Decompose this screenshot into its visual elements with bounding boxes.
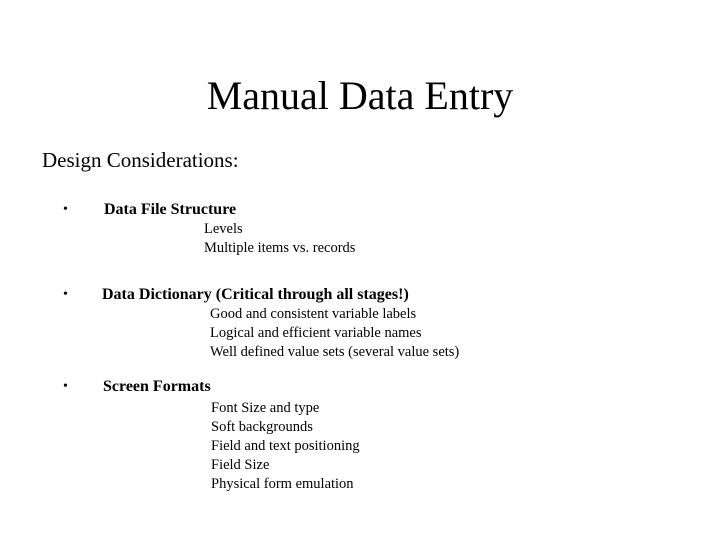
section-heading: Data Dictionary (Critical through all stages!) <box>102 286 409 303</box>
list-item: Good and consistent variable labels <box>210 306 417 322</box>
slide-subtitle: Design Considerations: <box>42 148 239 172</box>
section-heading: Screen Formats <box>103 378 211 395</box>
list-item: Logical and efficient variable names <box>210 325 422 341</box>
section-heading: Data File Structure <box>104 201 237 218</box>
list-item: Field and text positioning <box>211 438 360 454</box>
list-item: Well defined value sets (several value sets) <box>210 344 460 360</box>
list-item: Font Size and type <box>211 400 320 416</box>
slide-title: Manual Data Entry <box>206 73 514 118</box>
list-item: Levels <box>204 221 243 237</box>
section-items <box>204 220 355 258</box>
bullet-icon: • <box>63 202 68 217</box>
list-item: Physical form emulation <box>211 476 354 492</box>
bullet-icon: • <box>63 379 68 394</box>
list-item: Soft backgrounds <box>211 419 313 435</box>
list-item: Field Size <box>211 457 270 473</box>
bullet-icon: • <box>63 287 68 302</box>
section-items <box>210 305 459 362</box>
list-item: Multiple items vs. records <box>204 240 356 256</box>
section-items <box>211 399 360 494</box>
